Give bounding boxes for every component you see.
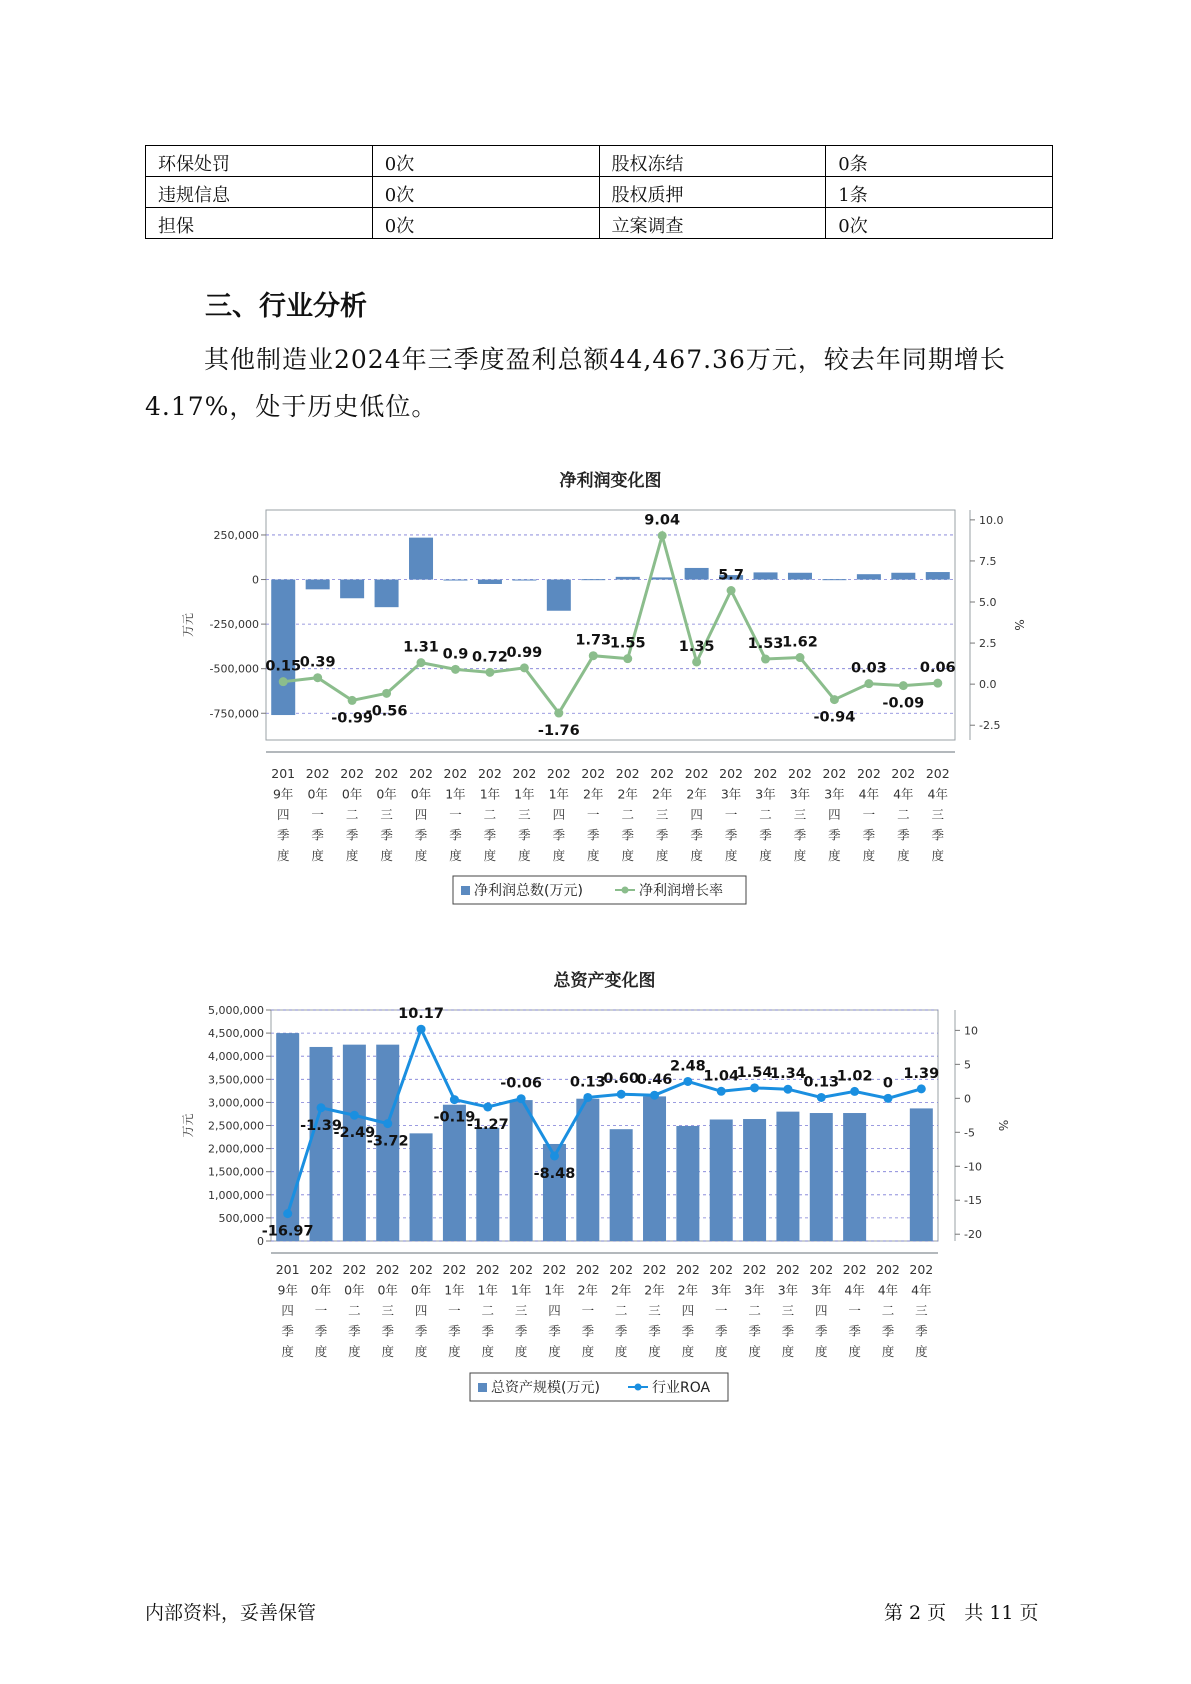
x-tick-label: 202 1年二季度 — [477, 766, 502, 863]
y-tick-label: -750,000 — [209, 707, 259, 721]
table-cell: 1条 — [826, 177, 1053, 208]
bar — [616, 577, 640, 580]
x-tick-label: 202 4年二季度 — [891, 766, 916, 863]
data-label: 1.31 — [403, 639, 439, 656]
x-tick-label: 202 3年二季度 — [742, 1262, 767, 1359]
bar — [478, 580, 502, 584]
data-label: 1.39 — [903, 1065, 940, 1082]
legend-line-marker — [622, 887, 629, 894]
footer-confidential-note: 内部资料，妥善保管 — [145, 1602, 317, 1624]
data-label: 1.02 — [836, 1068, 873, 1085]
bar — [610, 1129, 633, 1241]
x-tick-label: 202 0年三季度 — [375, 1262, 400, 1359]
y-tick-label: 4,000,000 — [208, 1050, 264, 1064]
data-label: 1.73 — [575, 632, 612, 649]
data-label: 0.60 — [603, 1071, 640, 1088]
data-label: -1.76 — [537, 723, 580, 740]
data-label: -2.49 — [333, 1125, 376, 1142]
bar — [685, 568, 709, 580]
y-axis-title: 万元 — [181, 612, 195, 638]
line-point — [589, 651, 598, 660]
y-tick-label: 0 — [252, 573, 259, 587]
table-cell: 违规信息 — [146, 177, 373, 208]
line-point — [417, 1025, 426, 1034]
x-tick-label: 202 1年二季度 — [475, 1262, 500, 1359]
bar — [643, 1096, 666, 1241]
data-label: -0.06 — [500, 1075, 543, 1092]
bar — [650, 577, 674, 579]
x-tick-label: 202 3年四季度 — [822, 766, 847, 863]
y-tick-label: -250,000 — [209, 618, 259, 632]
line-point — [899, 681, 908, 690]
table-cell: 0次 — [372, 177, 599, 208]
bar — [891, 573, 915, 580]
y-tick-label: 4,500,000 — [208, 1027, 264, 1041]
x-tick-label: 202 2年四季度 — [684, 766, 709, 863]
data-label: 0.06 — [919, 660, 956, 677]
data-label: 0.9 — [442, 646, 469, 663]
line-point — [864, 679, 873, 688]
x-tick-label: 202 1年四季度 — [546, 766, 571, 863]
y-tick-label: 1,000,000 — [208, 1188, 264, 1202]
line-point — [761, 655, 770, 664]
y-tick-label: 500,000 — [218, 1211, 264, 1225]
line-point — [382, 689, 391, 698]
bar — [810, 1113, 833, 1241]
bar — [788, 573, 812, 580]
y2-tick-label: -15 — [964, 1194, 982, 1208]
x-tick-label: 202 4年一季度 — [842, 1262, 867, 1359]
y-tick-label: 5,000,000 — [208, 1004, 264, 1017]
data-label: 1.53 — [747, 636, 784, 653]
table-row — [146, 208, 1053, 239]
x-tick-label: 202 3年一季度 — [719, 766, 744, 863]
y-tick-label: 2,500,000 — [208, 1119, 264, 1133]
x-tick-label: 202 3年三季度 — [788, 766, 812, 863]
x-tick-label: 202 4年一季度 — [856, 766, 881, 863]
bar — [822, 579, 846, 580]
bar — [576, 1099, 599, 1241]
bar — [710, 1119, 733, 1241]
table-cell: 环保处罚 — [146, 146, 373, 177]
line-point — [283, 1209, 292, 1218]
x-tick-label: 202 2年三季度 — [650, 766, 675, 863]
bar — [926, 572, 950, 579]
table-row — [146, 146, 1053, 177]
data-label: -0.56 — [365, 703, 408, 720]
line-point — [850, 1087, 859, 1096]
y2-tick-label: -10 — [964, 1160, 982, 1174]
chart-title: 净利润变化图 — [559, 471, 662, 491]
y-tick-label: 2,000,000 — [208, 1142, 264, 1156]
bar — [375, 580, 399, 608]
line-point — [451, 665, 460, 674]
data-label: 0.99 — [506, 644, 543, 661]
data-label: -1.27 — [466, 1116, 509, 1133]
x-tick-label: 202 0年三季度 — [374, 766, 399, 863]
x-tick-label: 202 2年二季度 — [609, 1262, 634, 1359]
x-tick-label: 201 9年四季度 — [271, 766, 296, 863]
x-tick-label: 202 4年三季度 — [909, 1262, 934, 1359]
line-point — [520, 663, 529, 672]
data-label: -16.97 — [261, 1223, 314, 1240]
bar — [910, 1108, 933, 1241]
x-tick-label: 202 0年二季度 — [340, 766, 365, 863]
y-tick-label: 3,000,000 — [208, 1096, 264, 1110]
line-point — [383, 1119, 392, 1128]
line-point — [348, 696, 357, 705]
x-tick-label: 202 0年四季度 — [409, 766, 433, 863]
line-point — [279, 677, 288, 686]
x-tick-label: 202 2年三季度 — [642, 1262, 667, 1359]
line-point — [650, 1091, 659, 1100]
table-cell: 0次 — [826, 208, 1053, 239]
chart-title: 总资产变化图 — [553, 971, 656, 991]
x-tick-label: 202 3年四季度 — [809, 1262, 834, 1359]
y2-tick-label: 7.5 — [979, 554, 997, 568]
line-point — [783, 1085, 792, 1094]
table-cell: 股权质押 — [599, 177, 826, 208]
legend-bar-swatch — [461, 886, 470, 895]
y2-tick-label: 5.0 — [979, 596, 997, 609]
x-tick-label: 202 0年四季度 — [409, 1262, 434, 1359]
y2-tick-label: -2.5 — [979, 719, 1001, 733]
y2-tick-label: 0.0 — [979, 678, 997, 692]
bar — [512, 580, 536, 581]
data-label: 1.04 — [703, 1068, 740, 1085]
line-point — [550, 1151, 559, 1160]
bar — [306, 580, 330, 590]
data-label: 10.17 — [398, 1006, 445, 1023]
legend-label: 行业ROA — [652, 1380, 711, 1396]
bar — [754, 572, 778, 579]
bar — [310, 1047, 333, 1241]
x-tick-label: 201 9年四季度 — [275, 1262, 300, 1359]
table-cell: 立案调查 — [599, 208, 826, 239]
bar — [510, 1100, 533, 1241]
line-point — [554, 709, 563, 718]
data-label: 1.62 — [782, 634, 818, 651]
line-point — [750, 1083, 759, 1092]
bar — [410, 1133, 433, 1241]
table-cell: 担保 — [146, 208, 373, 239]
y2-tick-label: 2.5 — [979, 637, 997, 651]
data-label: 0.13 — [569, 1074, 606, 1091]
legend-label: 净利润增长率 — [639, 883, 723, 899]
y-axis-title: 万元 — [181, 1113, 195, 1138]
x-tick-label: 202 1年一季度 — [443, 766, 468, 863]
data-label: -1.39 — [300, 1117, 342, 1134]
line-point — [795, 653, 804, 662]
x-tick-label: 202 1年一季度 — [442, 1262, 467, 1359]
data-label: 0.39 — [299, 654, 336, 671]
data-label: -0.99 — [331, 710, 374, 727]
x-tick-label: 202 3年三季度 — [775, 1262, 800, 1359]
bar — [340, 580, 364, 599]
x-tick-label: 202 0年一季度 — [305, 766, 330, 863]
legend-label: 净利润总数(万元) — [474, 883, 583, 899]
data-label: 0.72 — [472, 649, 508, 666]
data-label: 0.13 — [803, 1074, 840, 1091]
data-label: 0.15 — [265, 658, 302, 675]
data-label: 1.34 — [770, 1066, 806, 1083]
bar — [857, 574, 881, 579]
line-point — [717, 1087, 726, 1096]
x-tick-label: 202 2年四季度 — [675, 1262, 700, 1359]
table-cell: 0条 — [826, 146, 1053, 177]
bar — [343, 1045, 366, 1241]
line-point — [417, 658, 426, 667]
bar — [443, 580, 467, 581]
line-point — [313, 673, 322, 682]
line-point — [817, 1093, 826, 1102]
data-label: 5.7 — [718, 567, 744, 584]
data-label: 0 — [882, 1075, 894, 1092]
y2-axis-title: % — [1012, 619, 1026, 631]
bar — [476, 1128, 499, 1241]
line-point — [317, 1103, 326, 1112]
line-point — [617, 1090, 626, 1099]
data-label: -0.09 — [882, 695, 925, 712]
line-point — [883, 1094, 892, 1103]
line-point — [692, 657, 701, 666]
x-tick-label: 202 3年一季度 — [709, 1262, 734, 1359]
data-label: 0.03 — [850, 660, 887, 677]
y2-tick-label: -20 — [964, 1228, 982, 1242]
bar — [843, 1113, 866, 1241]
legend-line-marker — [635, 1384, 642, 1391]
y-tick-label: 3,500,000 — [208, 1073, 264, 1087]
x-tick-label: 202 1年四季度 — [542, 1262, 567, 1359]
bar — [547, 580, 571, 611]
section-title: 三、行业分析 — [205, 291, 367, 322]
line-point — [683, 1077, 692, 1086]
data-label: 1.55 — [609, 635, 646, 652]
data-label: -0.19 — [433, 1109, 476, 1126]
line-point — [583, 1093, 592, 1102]
x-tick-label: 202 2年二季度 — [615, 766, 640, 863]
data-label: 1.35 — [678, 638, 715, 655]
line-point — [623, 654, 632, 663]
x-tick-label: 202 2年一季度 — [581, 766, 606, 863]
line-point — [517, 1094, 526, 1103]
table-cell: 0次 — [372, 208, 599, 239]
data-label: -3.72 — [366, 1133, 409, 1150]
y-tick-label: 0 — [257, 1235, 264, 1248]
line-point — [483, 1102, 492, 1111]
y2-axis-title: % — [996, 1119, 1010, 1132]
table-row — [146, 177, 1053, 208]
x-tick-label: 202 3年二季度 — [753, 766, 778, 863]
total-assets-chart — [0, 960, 1191, 1410]
bar — [676, 1126, 699, 1241]
bar — [409, 538, 433, 580]
bar — [581, 579, 605, 580]
bar — [776, 1112, 799, 1241]
x-tick-label: 202 1年三季度 — [509, 1262, 534, 1359]
y2-tick-label: 5 — [964, 1058, 971, 1072]
line-point — [917, 1084, 926, 1093]
line-point — [450, 1095, 459, 1104]
data-label: 9.04 — [644, 512, 681, 529]
x-tick-label: 202 4年三季度 — [925, 766, 950, 863]
y-tick-label: -500,000 — [209, 662, 259, 676]
line-point — [727, 586, 736, 595]
data-label: 2.48 — [669, 1058, 706, 1075]
y2-tick-label: 10 — [964, 1024, 978, 1038]
y2-tick-label: 0 — [964, 1092, 971, 1106]
y2-tick-label: -5 — [964, 1126, 975, 1140]
net-profit-chart — [0, 460, 1191, 910]
x-tick-label: 202 4年二季度 — [876, 1262, 900, 1359]
table-cell: 股权冻结 — [599, 146, 826, 177]
x-tick-label: 202 1年三季度 — [512, 766, 537, 863]
line-point — [658, 531, 667, 540]
table-cell: 0次 — [372, 146, 599, 177]
line-point — [485, 668, 494, 677]
y-tick-label: 250,000 — [213, 528, 259, 542]
bar — [271, 580, 295, 716]
bar — [743, 1119, 766, 1241]
y2-tick-label: 10.0 — [979, 513, 1004, 527]
data-label: 0.46 — [636, 1072, 673, 1089]
x-tick-label: 202 2年一季度 — [575, 1262, 600, 1359]
footer-page-number: 第 2 页 共 11 页 — [884, 1602, 1039, 1624]
line-point — [830, 695, 839, 704]
x-tick-label: 202 0年二季度 — [342, 1262, 367, 1359]
data-label: -0.94 — [813, 709, 856, 726]
data-label: 1.54 — [736, 1064, 773, 1081]
data-label: -8.48 — [533, 1165, 576, 1182]
line-point — [350, 1111, 359, 1120]
legend-bar-swatch — [478, 1383, 487, 1392]
legend-label: 总资产规模(万元) — [491, 1380, 600, 1396]
line-point — [933, 679, 942, 688]
y-tick-label: 1,500,000 — [208, 1165, 264, 1179]
risk-info-table — [145, 145, 1053, 239]
industry-summary-paragraph: 其他制造业2024年三季度盈利总额44,467.36万元，较去年同期增长4.17%，处于历史低位。 — [145, 345, 1006, 421]
x-tick-label: 202 0年一季度 — [309, 1262, 333, 1359]
